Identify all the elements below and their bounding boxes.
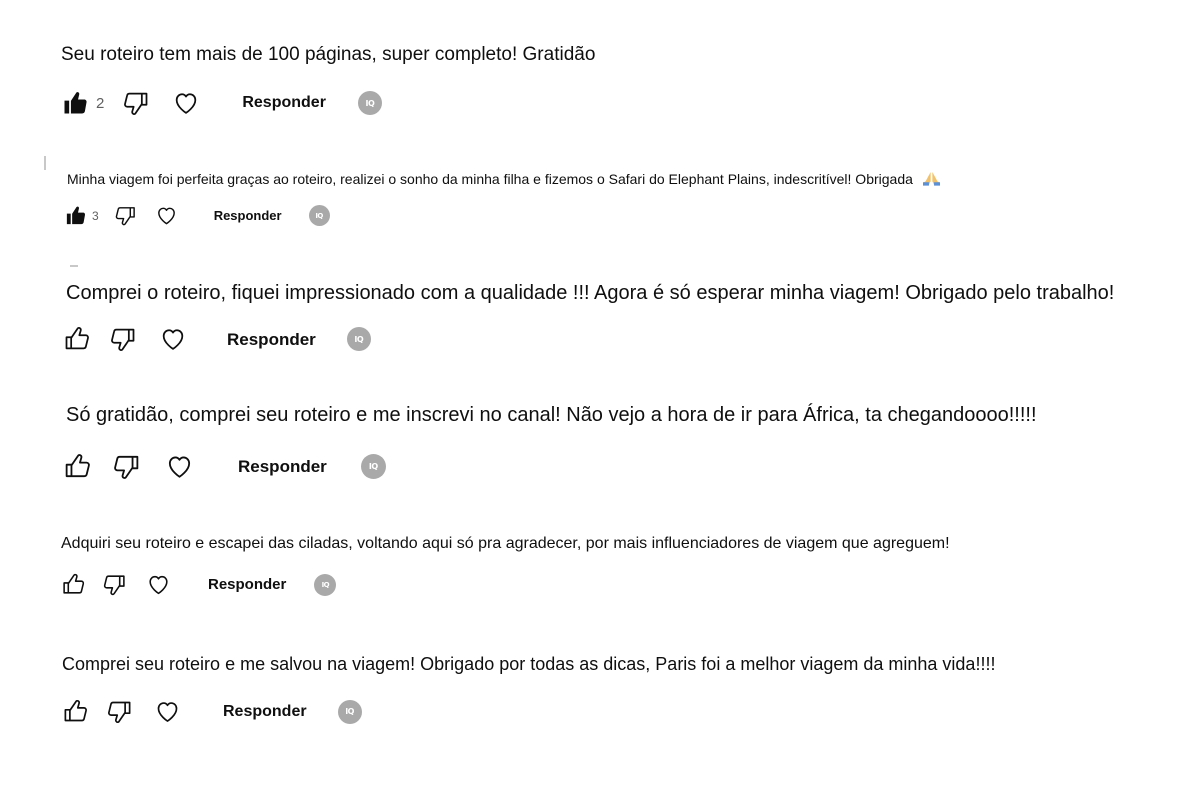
divider-mark <box>44 156 46 170</box>
thumbs-down-icon[interactable] <box>114 204 137 227</box>
heart-icon[interactable] <box>165 452 194 481</box>
thumbs-up-filled-icon[interactable] <box>61 89 89 117</box>
heart-icon[interactable] <box>146 572 171 597</box>
comment-text: Comprei seu roteiro e me salvou na viagem! Obrigado por todas as dicas, Paris foi a melhor viagem da minha vida!!!! <box>62 654 996 674</box>
iq-badge-icon[interactable]: IQ <box>309 205 330 226</box>
reply-button[interactable]: Responder <box>227 329 316 349</box>
thumbs-up-icon[interactable] <box>63 325 91 353</box>
thumbs-up-icon[interactable] <box>63 452 92 481</box>
comment-actions <box>61 572 336 597</box>
heart-icon[interactable] <box>172 89 200 117</box>
reply-button[interactable]: Responder <box>213 208 282 223</box>
reply-button[interactable]: Responder <box>208 576 287 593</box>
like-count: 3 <box>92 208 99 223</box>
iq-badge-icon[interactable]: IQ <box>314 574 336 596</box>
thumbs-down-icon[interactable] <box>109 325 137 353</box>
thumbs-down-icon[interactable] <box>112 452 141 481</box>
comment-text: Minha viagem foi perfeita graças ao roteiro, realizei o sonho da minha filha e fizemos o Safari do Elephant Plains, indescritível! Obrigada <box>67 170 940 188</box>
comment-actions <box>63 325 371 353</box>
folded-hands-emoji <box>923 170 940 188</box>
iq-badge-icon[interactable]: IQ <box>358 91 382 115</box>
heart-icon[interactable] <box>154 698 181 725</box>
reply-button[interactable]: Responder <box>242 94 326 111</box>
thumbs-down-icon[interactable] <box>122 89 150 117</box>
thumbs-down-icon[interactable] <box>102 572 127 597</box>
comment-actions <box>62 698 362 725</box>
comment-text: Seu roteiro tem mais de 100 páginas, super completo! Gratidão <box>61 44 596 65</box>
thumbs-down-icon[interactable] <box>106 698 133 725</box>
heart-icon[interactable] <box>155 204 178 227</box>
divider-mark <box>70 265 78 267</box>
thumbs-up-icon[interactable] <box>61 572 86 597</box>
comment-text: Comprei o roteiro, fiquei impressionado com a qualidade !!! Agora é só esperar minha viagem! Obrigado pelo trabalho! <box>66 282 1115 304</box>
like-count: 2 <box>96 94 105 112</box>
comment-actions <box>63 452 386 481</box>
comment-actions <box>61 89 382 117</box>
comment-text: Adquiri seu roteiro e escapei das ciladas, voltando aqui só pra agradecer, por mais influenciadores de viagem que agreguem! <box>61 535 950 552</box>
reply-button[interactable]: Responder <box>238 457 327 476</box>
reply-button[interactable]: Responder <box>223 702 307 720</box>
iq-badge-icon[interactable]: IQ <box>347 327 371 351</box>
thumbs-up-filled-icon[interactable] <box>64 204 87 227</box>
comment-text: Só gratidão, comprei seu roteiro e me inscrevi no canal! Não vejo a hora de ir para África, ta chegandoooo!!!!! <box>66 404 1037 426</box>
iq-badge-icon[interactable]: IQ <box>338 700 362 724</box>
heart-icon[interactable] <box>159 325 187 353</box>
comment-actions <box>64 204 330 227</box>
thumbs-up-icon[interactable] <box>62 698 89 725</box>
iq-badge-icon[interactable]: IQ <box>361 454 386 479</box>
